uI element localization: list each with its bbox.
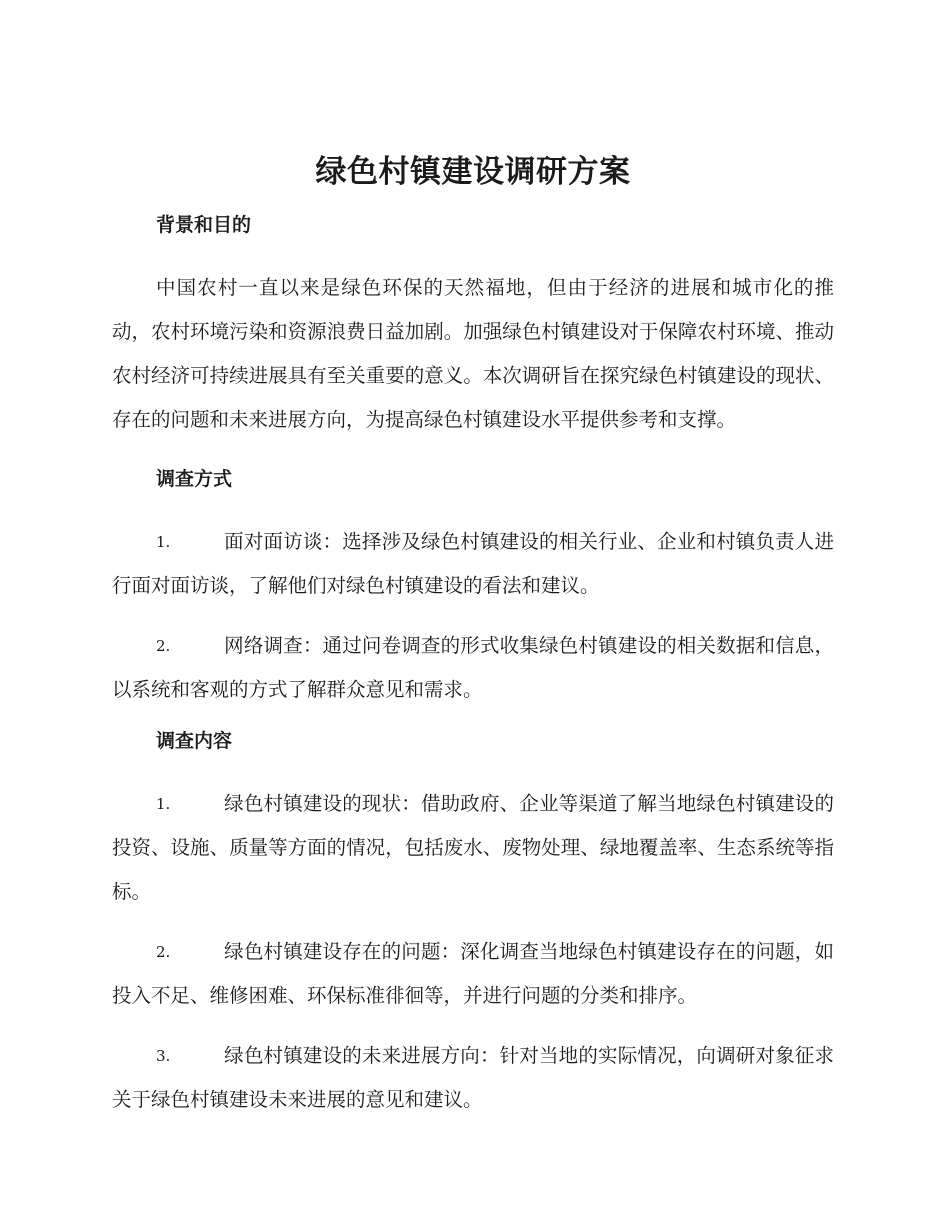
list-item bbox=[112, 930, 834, 1018]
list-item-number: 3. bbox=[156, 1047, 171, 1065]
section-heading-background: 背景和目的 bbox=[156, 214, 252, 236]
list-item-text: 面对面访谈：选择涉及绿色村镇建设的相关行业、企业和村镇负责人进行面对面访谈，了解他们对绿色村镇建设的看法和建议。 bbox=[112, 530, 834, 597]
background-paragraph: 中国农村一直以来是绿色环保的天然福地，但由于经济的进展和城市化的推动，农村环境污染和资源浪费日益加剧。加强绿色村镇建设对于保障农村环境、推动农村经济可持续进展具有至关重要的意义。本次调研旨在探究绿色村镇建设的现状、存在的问题和未来进展方向，为提高绿色村镇建设水平提供参考和支撑。 bbox=[112, 276, 834, 431]
section-heading-survey-method: 调查方式 bbox=[156, 468, 233, 490]
list-item bbox=[112, 520, 834, 608]
list-item-number: 2. bbox=[156, 943, 171, 961]
document-content bbox=[112, 150, 834, 1138]
list-item-number: 2. bbox=[156, 637, 171, 655]
document-title: 绿色村镇建设调研方案 bbox=[315, 154, 631, 190]
list-item-text: 绿色村镇建设存在的问题：深化调查当地绿色村镇建设存在的问题，如投入不足、维修困难、环保标准徘徊等，并进行问题的分类和排序。 bbox=[112, 940, 834, 1007]
list-item-text: 绿色村镇建设的未来进展方向：针对当地的实际情况，向调研对象征求关于绿色村镇建设未来进展的意见和建议。 bbox=[112, 1044, 834, 1111]
list-item-number: 1. bbox=[156, 795, 171, 813]
section-heading-survey-content: 调查内容 bbox=[156, 730, 233, 752]
list-item-number: 1. bbox=[156, 533, 171, 551]
list-item-text: 网络调查：通过问卷调查的形式收集绿色村镇建设的相关数据和信息，以系统和客观的方式了解群众意见和需求。 bbox=[112, 634, 834, 701]
list-item-text: 绿色村镇建设的现状：借助政府、企业等渠道了解当地绿色村镇建设的投资、设施、质量等方面的情况，包括废水、废物处理、绿地覆盖率、生态系统等指标。 bbox=[112, 792, 834, 903]
list-item bbox=[112, 1034, 834, 1122]
list-item bbox=[112, 624, 834, 712]
list-item bbox=[112, 782, 834, 914]
